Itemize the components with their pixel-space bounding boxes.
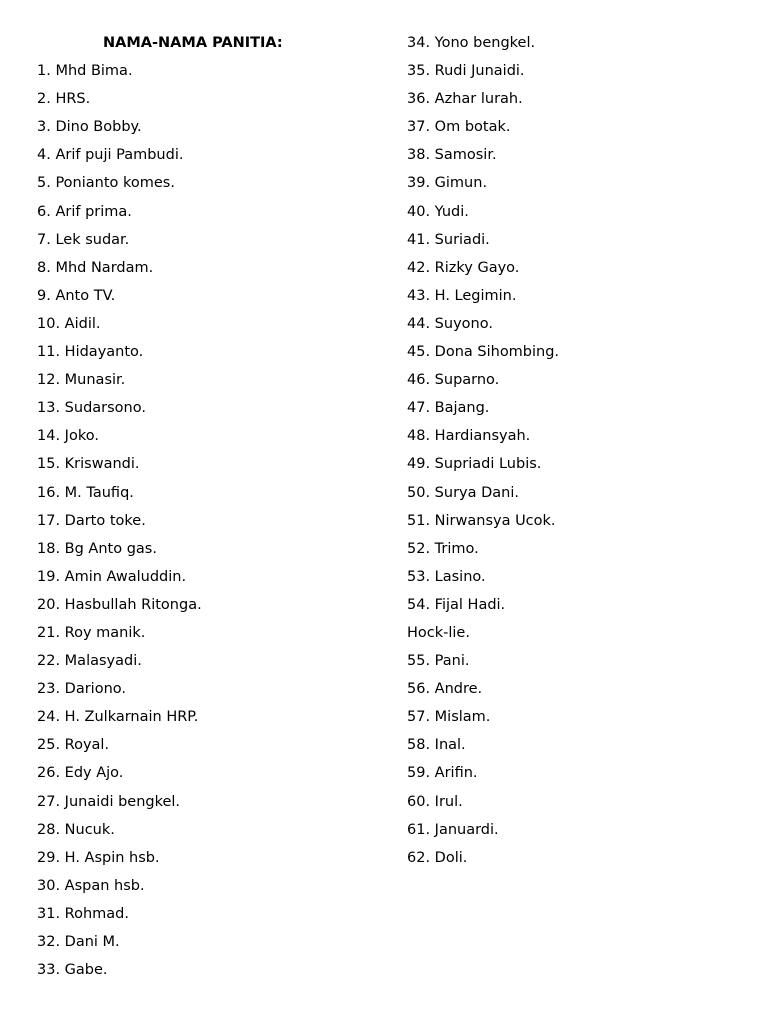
- list-item: 43. H. Legimin.: [407, 287, 517, 304]
- list-item: 11. Hidayanto.: [37, 344, 144, 361]
- list-item: 20. Hasbullah Ritonga.: [37, 596, 202, 613]
- list-item: 29. H. Aspin hsb.: [37, 849, 160, 866]
- list-item: 19. Amin Awaluddin.: [37, 568, 187, 585]
- list-item: 8. Mhd Nardam.: [37, 259, 154, 276]
- list-item: 52. Trimo.: [407, 540, 479, 557]
- list-item: 39. Gimun.: [407, 175, 488, 192]
- list-item: 6. Arif prima.: [37, 203, 132, 220]
- list-item: 21. Roy manik.: [37, 624, 146, 641]
- list-item: 61. Januardi.: [407, 821, 499, 838]
- list-item: 47. Bajang.: [407, 400, 490, 417]
- list-item: 54. Fijal Hadi.: [407, 596, 506, 613]
- list-item: 41. Suriadi.: [407, 231, 490, 248]
- list-item: 24. H. Zulkarnain HRP.: [37, 709, 199, 726]
- list-item: 53. Lasino.: [407, 568, 486, 585]
- list-item: 3. Dino Bobby.: [37, 119, 142, 136]
- list-item: 55. Pani.: [407, 653, 470, 670]
- list-item: 46. Suparno.: [407, 372, 500, 389]
- list-item: 58. Inal.: [407, 737, 466, 754]
- list-item: 56. Andre.: [407, 681, 483, 698]
- list-item: 25. Royal.: [37, 737, 110, 754]
- list-item: 62. Doli.: [407, 849, 468, 866]
- list-item: 34. Yono bengkel.: [407, 35, 536, 51]
- list-item: 1. Mhd Bima.: [37, 63, 133, 80]
- list-item: 49. Supriadi Lubis.: [407, 456, 542, 473]
- list-item: 7. Lek sudar.: [37, 231, 130, 248]
- list-item: 35. Rudi Junaidi.: [407, 63, 525, 80]
- list-item: 32. Dani M.: [37, 934, 120, 950]
- page-title: NAMA-NAMA PANITIA:: [103, 35, 283, 51]
- list-item: 14. Joko.: [37, 428, 99, 445]
- list-item: 10. Aidil.: [37, 315, 101, 332]
- list-item: 18. Bg Anto gas.: [37, 540, 157, 557]
- list-item: 16. M. Taufiq.: [37, 484, 134, 501]
- list-item: 5. Ponianto komes.: [37, 175, 175, 192]
- list-item: 48. Hardiansyah.: [407, 428, 531, 445]
- list-item: Hock-lie.: [407, 624, 470, 641]
- list-item: 50. Surya Dani.: [407, 484, 519, 501]
- list-item: 44. Suyono.: [407, 315, 493, 332]
- list-item: 57. Mislam.: [407, 709, 491, 726]
- list-item: 42. Rizky Gayo.: [407, 259, 520, 276]
- list-item: 40. Yudi.: [407, 203, 469, 220]
- list-item: 9. Anto TV.: [37, 287, 116, 304]
- list-item: 51. Nirwansya Ucok.: [407, 512, 556, 529]
- list-item: 23. Dariono.: [37, 681, 126, 698]
- list-item: 33. Gabe.: [37, 962, 108, 979]
- left-name-list: [37, 29, 377, 984]
- list-item: 60. Irul.: [407, 793, 463, 810]
- list-item: 17. Darto toke.: [37, 512, 146, 529]
- list-item: 45. Dona Sihombing.: [407, 344, 560, 361]
- list-item: 2. HRS.: [37, 91, 91, 108]
- list-item: 37. Om botak.: [407, 119, 511, 136]
- list-item: 59. Arifin.: [407, 765, 478, 782]
- list-item: 28. Nucuk.: [37, 821, 115, 838]
- list-item: 27. Junaidi bengkel.: [37, 793, 181, 810]
- list-item: 12. Munasir.: [37, 372, 126, 389]
- list-item: 13. Sudarsono.: [37, 400, 146, 417]
- list-item: 36. Azhar lurah.: [407, 91, 523, 108]
- list-item: 26. Edy Ajo.: [37, 765, 124, 782]
- list-item: 15. Kriswandi.: [37, 456, 140, 473]
- list-item: 31. Rohmad.: [37, 905, 129, 922]
- list-item: 30. Aspan hsb.: [37, 877, 145, 894]
- list-item: 38. Samosir.: [407, 147, 497, 164]
- list-item: 4. Arif puji Pambudi.: [37, 147, 184, 164]
- list-item: 22. Malasyadi.: [37, 653, 142, 670]
- right-name-list: [407, 29, 747, 872]
